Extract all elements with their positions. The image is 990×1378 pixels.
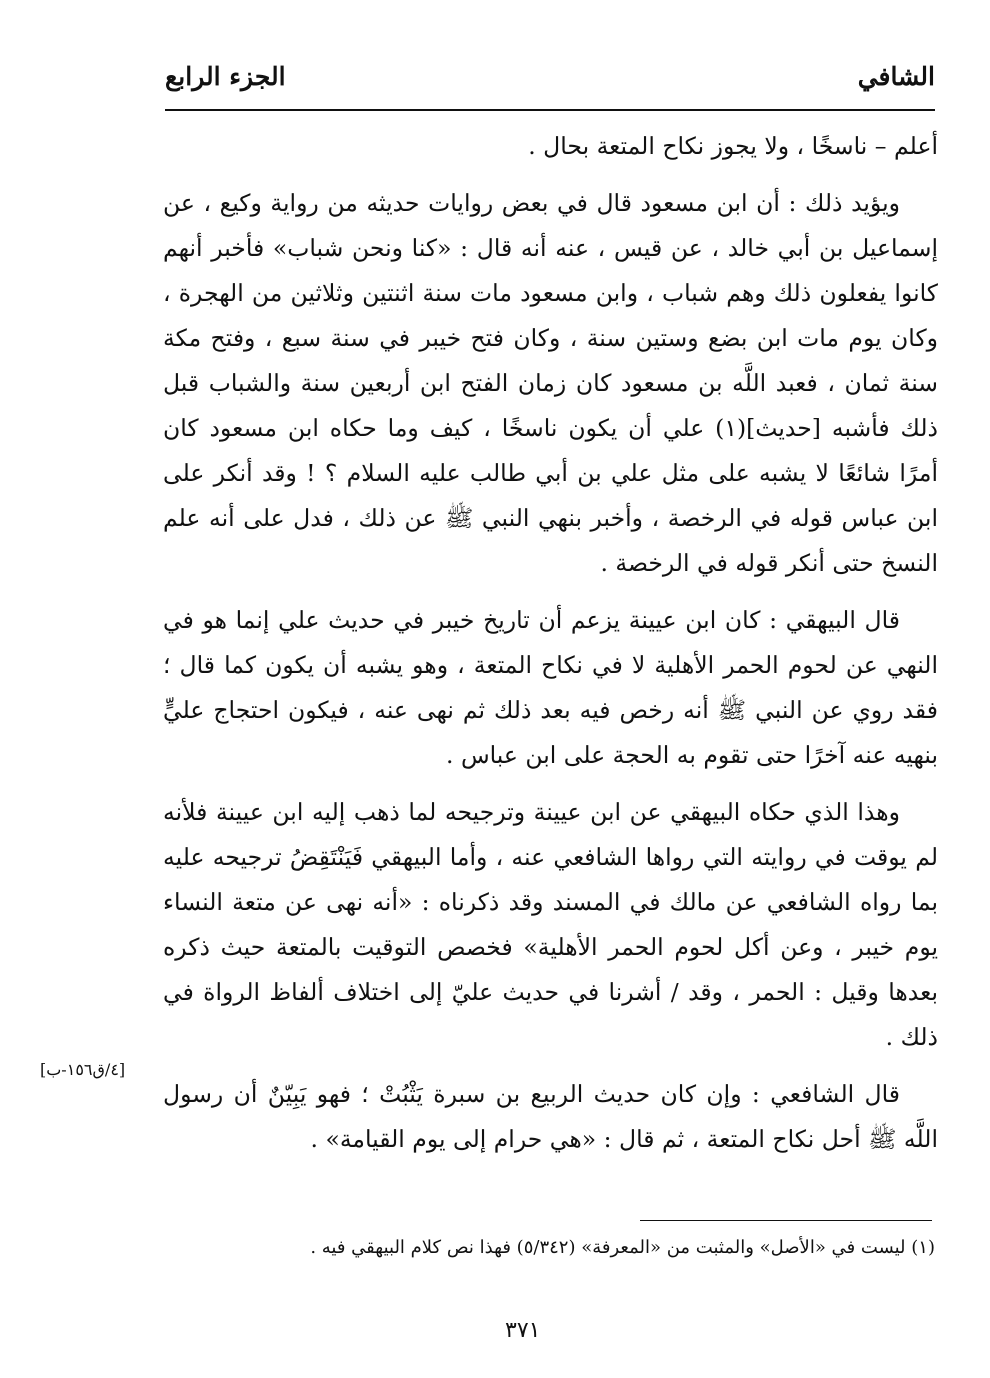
running-header [165, 52, 935, 102]
paragraph: أعلم – ناسخًا ، ولا يجوز نكاح المتعة بحال . [528, 132, 938, 160]
footnote: (١) ليست في «الأصل» والمثبت من «المعرفة» (٥/٣٤٢) فهذا نص كلام البيهقي فيه . [310, 1237, 935, 1258]
paragraph: وهذا الذي حكاه البيهقي عن ابن عيينة وترجيحه لما ذهب إليه ابن عيينة فلأنه لم يوقت في روايته التي رواها الشافعي عنه ، وأما البيهقي فَيَنْتَقِضُ ترجيحه عليه بما رواه الشافعي عن مالك في المسند وقد ذكرناه : «أنه نهى عن متعة النساء يوم خيبر ، وعن أكل لحوم الحمر الأهلية» فخصص التوقيت بالمتعة حيث ذكره بعدها وقيل : الحمر ، وقد / أشرنا في حديث عليّ إلى اختلاف ألفاظ الرواة في ذلك . [163, 798, 938, 1051]
main-text [163, 124, 938, 1174]
book-title: الشافي [857, 62, 935, 91]
header-rule [165, 109, 935, 111]
footnote-rule [640, 1220, 932, 1221]
volume-label: الجزء الرابع [165, 62, 286, 91]
paragraph: قال البيهقي : كان ابن عيينة يزعم أن تاريخ خيبر في حديث علي إنما هو في النهي عن لحوم الحمر الأهلية لا في نكاح المتعة ، وهو يشبه أن يكون كما قال ؛ فقد روي عن النبي ﷺ أنه رخص فيه بعد ذلك ثم نهى عنه ، فيكون احتجاج عليٍّ بنهيه عنه آخرًا حتى تقوم به الحجة على ابن عباس . [163, 606, 938, 769]
paragraph: ويؤيد ذلك : أن ابن مسعود قال في بعض روايات حديثه من رواية وكيع ، عن إسماعيل بن أبي خالد ، عن قيس ، عنه أنه قال : «كنا ونحن شباب» فأخبر أنهم كانوا يفعلون ذلك وهم شباب ، وابن مسعود مات سنة اثنتين وثلاثين من الهجرة ، وكان يوم مات ابن بضع وستين سنة ، وكان فتح خيبر في سنة سبع ، وفتح مكة سنة ثمان ، فعبد اللَّه بن مسعود كان زمان الفتح ابن أربعين سنة والشباب قبل ذلك فأشبه [حديث](١) علي أن يكون ناسخًا ، كيف وما حكاه ابن مسعود كان أمرًا شائعًا لا يشبه على مثل علي بن أبي طالب عليه السلام ؟ ! وقد أنكر على ابن عباس قوله في الرخصة ، وأخبر بنهي النبي ﷺ عن ذلك ، فدل على أنه علم النسخ حتى أنكر قوله في الرخصة . [163, 189, 938, 577]
paragraph: قال الشافعي : وإن كان حديث الربيع بن سبرة يَثْبُتْ ؛ فهو يَبِيّنٌ أن رسول اللَّه ﷺ أحل نكاح المتعة ، ثم قال : «هي حرام إلى يوم القيامة» . [163, 1080, 938, 1153]
manuscript-folio-note: [٤/ق١٥٦-ب] [40, 1060, 126, 1079]
page-number: ٣٧١ [505, 1318, 541, 1343]
